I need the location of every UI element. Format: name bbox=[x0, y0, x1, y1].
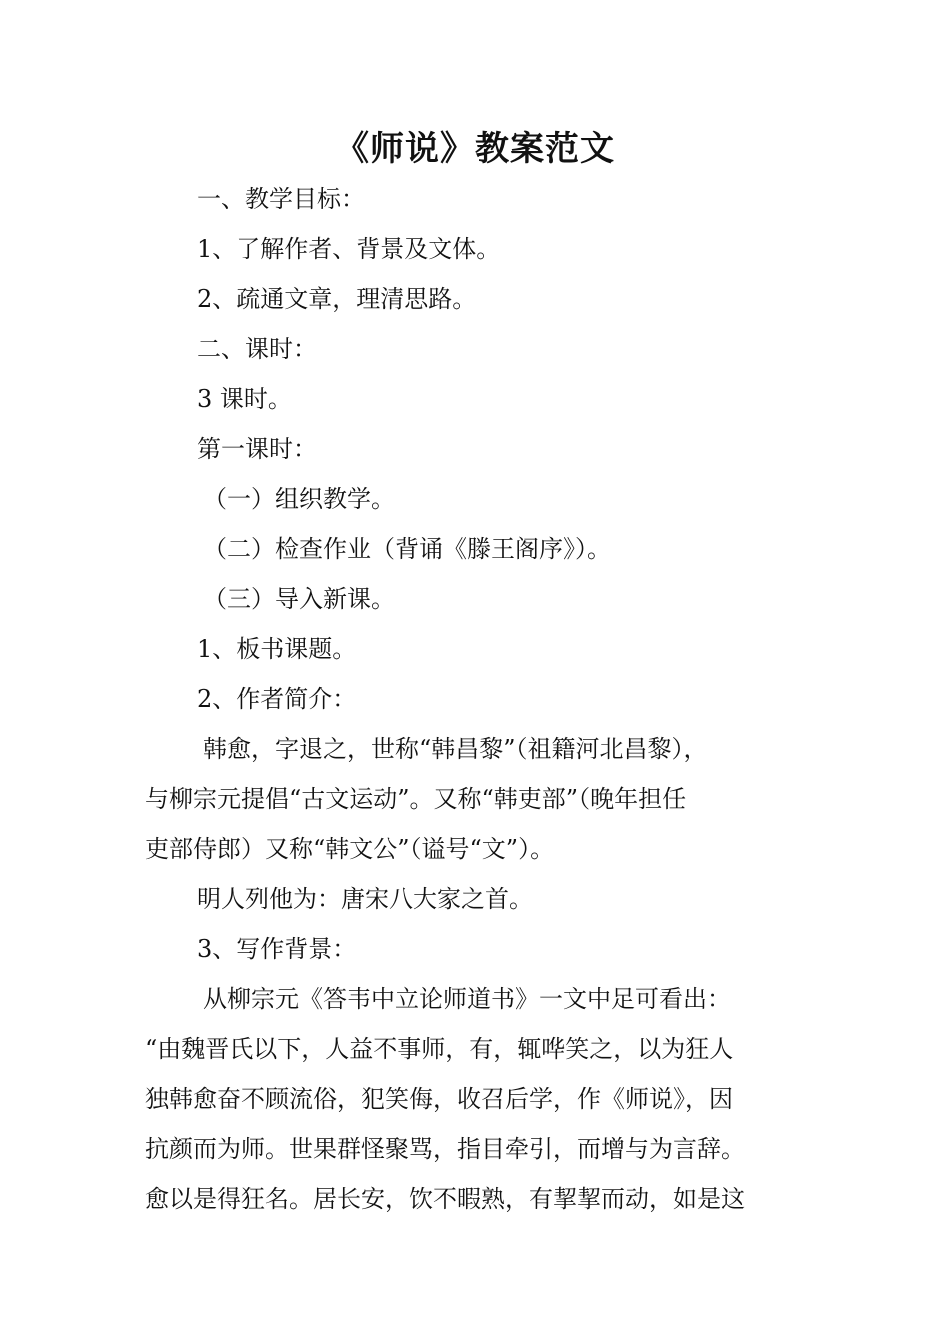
paragraph-line: 抗颜而为师。世果群怪聚骂，指目牵引，而增与为言辞。 bbox=[145, 1135, 745, 1163]
section-heading: 二、课时： bbox=[197, 335, 317, 363]
document-body bbox=[145, 174, 807, 1224]
list-item: 3、写作背景： bbox=[197, 935, 357, 963]
paragraph-line: 愈以是得狂名。居长安，饮不暇熟，有挈挈而动，如是这 bbox=[145, 1185, 745, 1213]
paragraph-line: “由魏晋氏以下，人益不事师，有，辄哗笑之，以为狂人 bbox=[145, 1035, 734, 1063]
list-item: （一）组织教学。 bbox=[203, 485, 395, 513]
paragraph: 明人列他为：唐宋八大家之首。 bbox=[197, 885, 533, 913]
list-item: （三）导入新课。 bbox=[203, 585, 395, 613]
list-item: 2、疏通文章，理清思路。 bbox=[197, 285, 477, 313]
list-item: （二）检查作业（背诵《滕王阁序》）。 bbox=[203, 535, 611, 563]
list-item: 2、作者简介： bbox=[197, 685, 357, 713]
list-item: 1、了解作者、背景及文体。 bbox=[197, 235, 501, 263]
document-title: 《师说》教案范文 bbox=[335, 129, 615, 169]
paragraph-line: 韩愈，字退之，世称“韩昌黎”（祖籍河北昌黎）， bbox=[203, 735, 708, 763]
section-heading: 第一课时： bbox=[197, 435, 317, 463]
paragraph-line: 与柳宗元提倡“古文运动”。又称“韩吏部”（晚年担任 bbox=[145, 785, 687, 813]
paragraph-line: 从柳宗元《答韦中立论师道书》一文中足可看出： bbox=[203, 985, 731, 1013]
section-heading: 一、教学目标： bbox=[197, 185, 365, 213]
paragraph-line: 独韩愈奋不顾流俗，犯笑侮，收召后学，作《师说》，因 bbox=[145, 1085, 733, 1113]
list-item: 1、板书课题。 bbox=[197, 635, 357, 663]
paragraph-line: 吏部侍郎）又称“韩文公”（谥号“文”）。 bbox=[145, 835, 555, 863]
paragraph: 3 课时。 bbox=[197, 385, 292, 413]
